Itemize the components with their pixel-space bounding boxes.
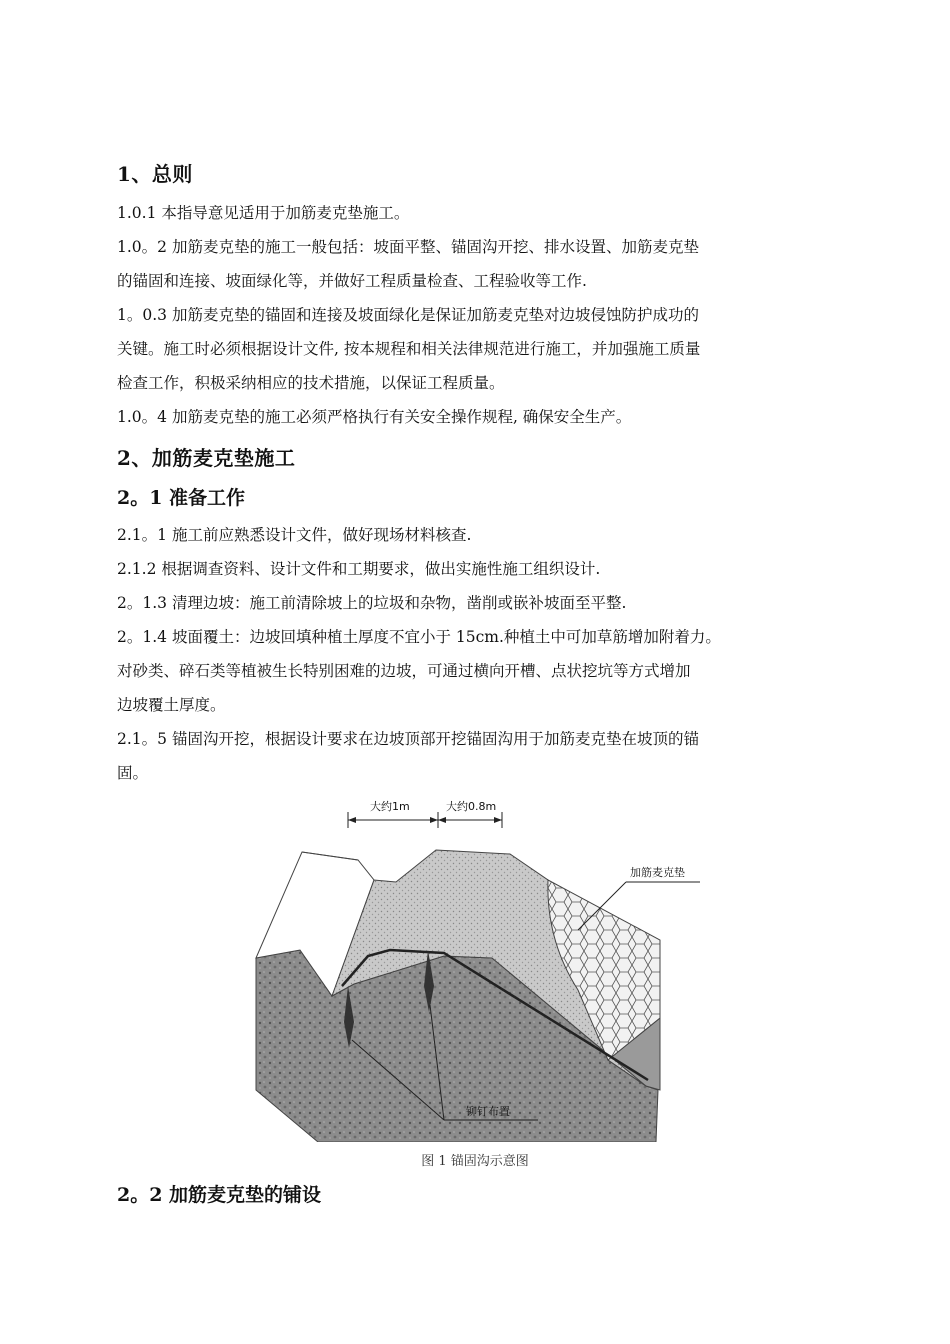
paragraph-1-0-2: 1.0。2 加筋麦克垫的施工一般包括：坡面平整、锚固沟开挖、排水设置、加筋麦克垫 的锚固和连接、坡面绿化等，并做好工程质量检查、工程验收等工作. [117, 238, 699, 290]
section-2-1-title: 2。1 准备工作 [117, 487, 246, 509]
paragraph-1-0-3: 1。0.3 加筋麦克垫的锚固和连接及坡面绿化是保证加筋麦克垫对边坡侵蚀防护成功的 关键。施工时必须根据设计文件, 按本规程和相关法律规范进行施工，并加强施工质量 检查工作，积极采纳相应的技术措施，以保证工程质量。 [117, 306, 701, 392]
paragraph-2-1-4: 2。1.4 坡面覆土：边坡回填种植土厚度不宜小于 15cm.种植土中可加草筋增加附着力。 对砂类、碎石类等植被生长特别困难的边坡，可通过横向开槽、点状挖坑等方式增加 边坡覆土厚度。 [117, 628, 721, 714]
label-rivet: 铆钉布置 [466, 1105, 510, 1118]
paragraph-2-1-2: 2.1.2 根据调查资料、设计文件和工期要求，做出实施性施工组织设计. [117, 560, 601, 578]
paragraph-2-1-5: 2.1。5 锚固沟开挖，根据设计要求在边坡顶部开挖锚固沟用于加筋麦克垫在坡顶的锚 固。 [117, 730, 699, 782]
label-mat: 加筋麦克垫 [630, 866, 685, 879]
paragraph-2-1-3: 2。1.3 清理边坡：施工前清除坡上的垃圾和杂物，凿削或嵌补坡面至平整. [117, 594, 627, 612]
section-2-2-title: 2。2 加筋麦克垫的铺设 [117, 1184, 322, 1206]
section-2-title: 2、加筋麦克垫施工 [117, 446, 296, 470]
figure-caption: 图 1 锚固沟示意图 [421, 1154, 529, 1169]
paragraph-2-1-1: 2.1。1 施工前应熟悉设计文件，做好现场材料核查. [117, 526, 472, 544]
paragraph-1-0-1: 1.0.1 本指导意见适用于加筋麦克垫施工。 [117, 204, 410, 222]
label-width-0-8m: 大约0.8m [446, 800, 497, 813]
section-1-title: 1、总则 [117, 162, 193, 186]
anchor-trench-diagram [248, 790, 704, 1142]
label-width-1m: 大约1m [370, 800, 410, 813]
paragraph-1-0-4: 1.0。4 加筋麦克垫的施工必须严格执行有关安全操作规程, 确保安全生产。 [117, 408, 632, 426]
